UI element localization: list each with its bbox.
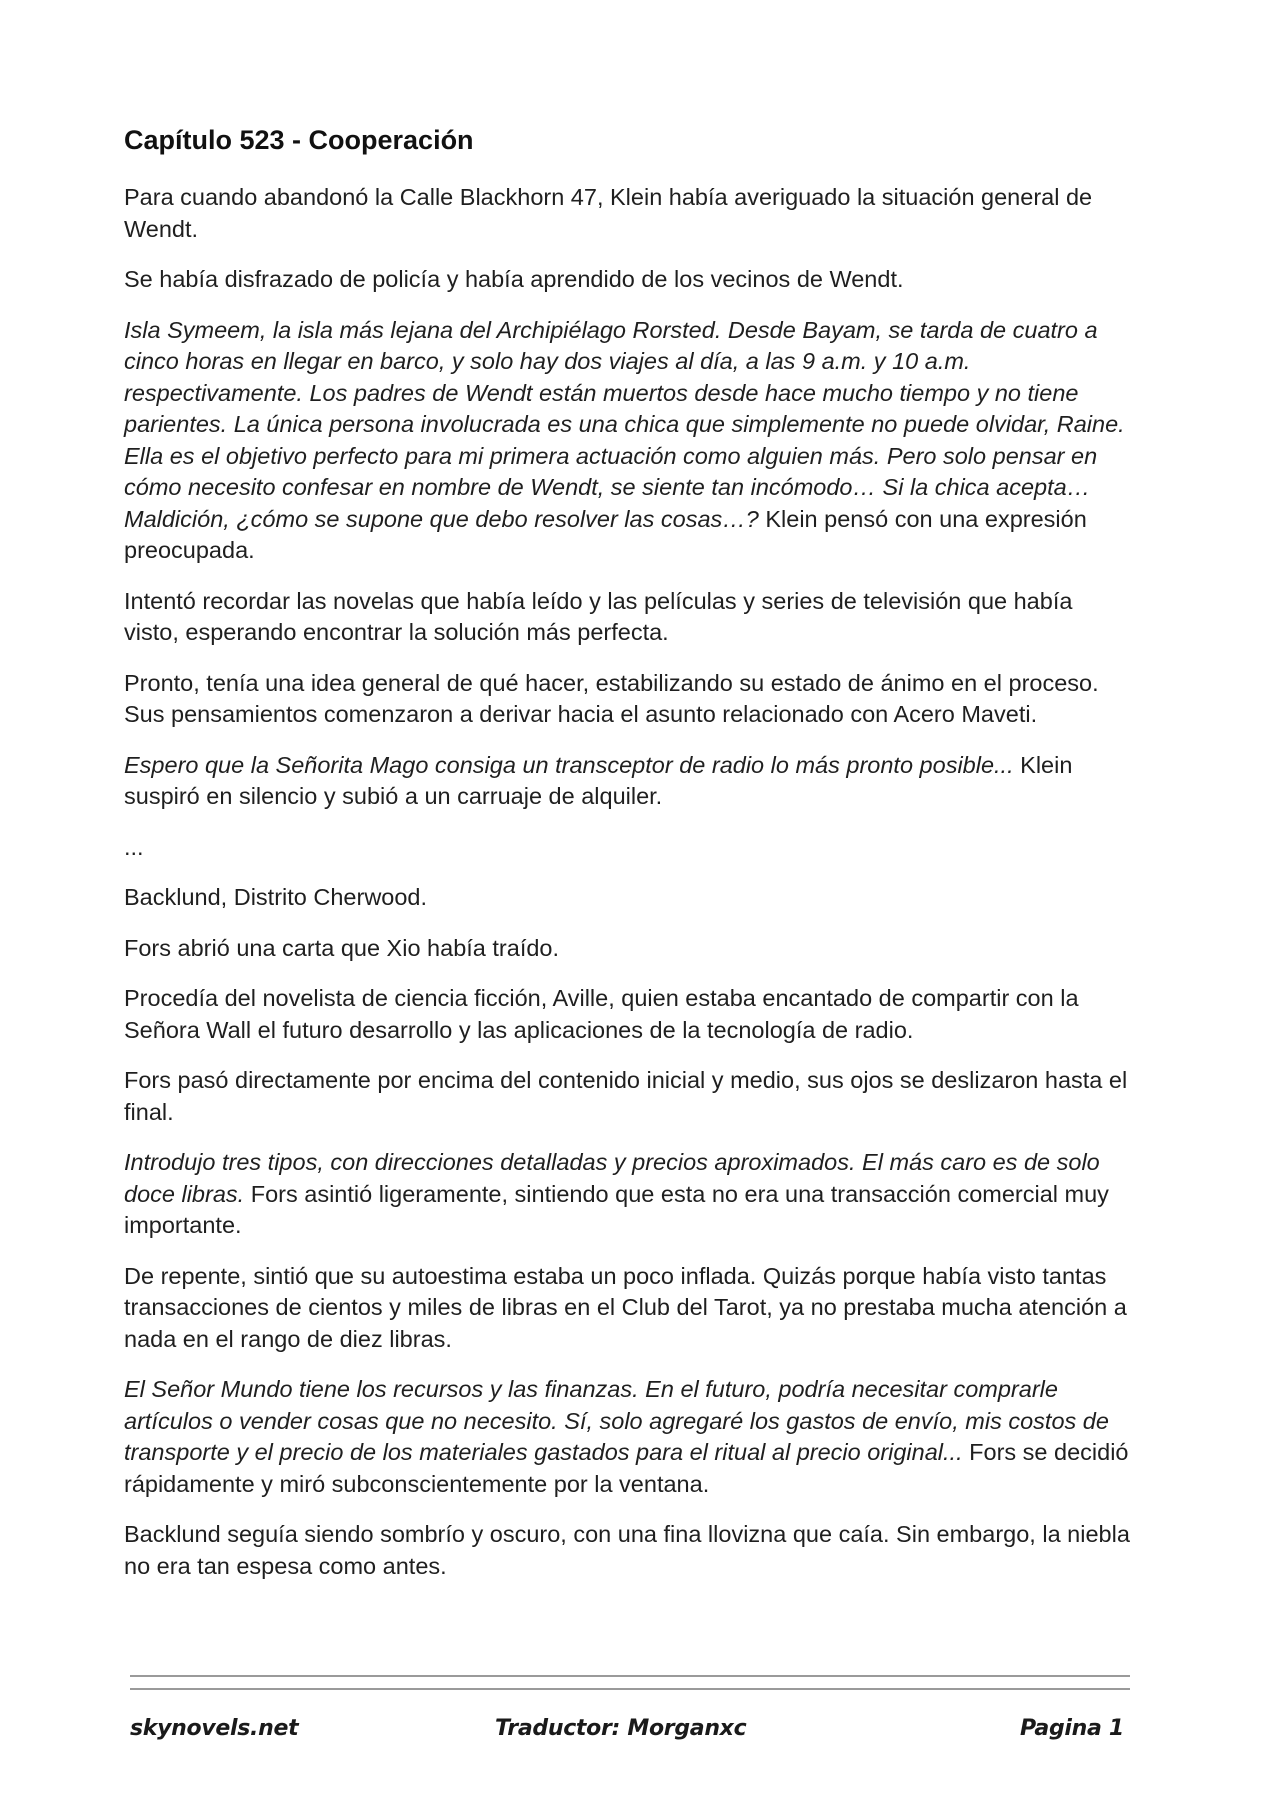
paragraph bbox=[124, 1519, 1130, 1582]
paragraph bbox=[124, 264, 1130, 296]
text-segment: Fors se decidió rápidamente y miró subconscientemente por la ventana. bbox=[124, 1439, 1129, 1497]
italic-text-segment: Introdujo tres tipos, con direcciones detalladas y precios aproximados. El más caro es de solo doce libras. bbox=[124, 1149, 1100, 1207]
document-page bbox=[124, 120, 1130, 1601]
chapter-title: Capítulo 523 - Cooperación bbox=[124, 125, 474, 155]
text-segment: Intentó recordar las novelas que había leído y las películas y series de televisión que había visto, esperando encontrar la solución más perfecta. bbox=[124, 587, 1073, 645]
paragraph bbox=[124, 668, 1130, 731]
paragraph bbox=[124, 882, 1130, 914]
footer-divider-top bbox=[130, 1675, 1130, 1677]
paragraph bbox=[124, 586, 1130, 649]
text-segment: Fors abrió una carta que Xio había traído. bbox=[124, 934, 560, 961]
text-segment: De repente, sintió que su autoestima estaba un poco inflada. Quizás porque había visto tantas transacciones de cientos y miles de libras en el Club del Tarot, ya no prestaba mucha atención a nada en el rango de diez libras. bbox=[124, 1262, 1127, 1352]
text-segment: Fors pasó directamente por encima del contenido inicial y medio, sus ojos se deslizaron hasta el final. bbox=[124, 1067, 1128, 1125]
paragraph bbox=[124, 983, 1130, 1046]
text-segment: Procedía del novelista de ciencia ficción, Aville, quien estaba encantado de compartir con la Señora Wall el futuro desarrollo y las aplicaciones de la tecnología de radio. bbox=[124, 985, 1079, 1043]
footer-page-number: Pagina 1 bbox=[1020, 1716, 1124, 1741]
paragraph bbox=[124, 315, 1130, 567]
text-segment: Backlund seguía siendo sombrío y oscuro, con una fina llovizna que caía. Sin embargo, la niebla no era tan espesa como antes. bbox=[124, 1521, 1130, 1579]
italic-text-segment: Isla Symeem, la isla más lejana del Archipiélago Rorsted. Desde Bayam, se tarda de cuatro a cinco horas en llegar en barco, y solo hay dos viajes al día, a las 9 a.m. y 10 a.m. respectivamente. Los padres de Wendt están muertos desde hace mucho tiempo y no tiene parientes. La única persona involucrada es una chica que simplemente no puede olvidar, Raine. Ella es el objetivo perfecto para mi primera actuación como alguien más. Pero solo pensar en cómo necesito confesar en nombre de Wendt, se siente tan incómodo… Si la chica acepta… Maldición, ¿cómo se supone que debo resolver las cosas…? bbox=[124, 316, 1125, 532]
footer-translator: Traductor: Morganxc bbox=[495, 1716, 747, 1741]
paragraph bbox=[124, 1261, 1130, 1356]
text-segment: Se había disfrazado de policía y había aprendido de los vecinos de Wendt. bbox=[124, 266, 904, 292]
text-segment: Backlund, Distrito Cherwood. bbox=[124, 884, 428, 910]
footer-site-name: skynovels.net bbox=[130, 1716, 299, 1741]
paragraph bbox=[124, 750, 1130, 813]
text-segment: Para cuando abandonó la Calle Blackhorn 47, Klein había averiguado la situación general de Wendt. bbox=[124, 184, 1093, 242]
text-segment: Pronto, tenía una idea general de qué hacer, estabilizando su estado de ánimo en el proceso. Sus pensamientos comenzaron a derivar hacia el asunto relacionado con Acero Maveti. bbox=[124, 669, 1099, 727]
paragraph bbox=[124, 933, 1130, 965]
paragraph bbox=[124, 832, 1130, 864]
footer-divider-bottom bbox=[130, 1688, 1130, 1690]
italic-text-segment: El Señor Mundo tiene los recursos y las finanzas. En el futuro, podría necesitar comprarle artículos o vender cosas que no necesito. Sí, solo agregaré los gastos de envío, mis costos de transporte y el precio de los materiales gastados para el ritual al precio original... bbox=[124, 1376, 1109, 1465]
italic-text-segment: Espero que la Señorita Mago consiga un transceptor de radio lo más pronto posible... bbox=[124, 751, 1014, 778]
text-segment: Fors asintió ligeramente, sintiendo que esta no era una transacción comercial muy importante. bbox=[124, 1180, 1109, 1238]
text-segment: ... bbox=[124, 833, 144, 860]
paragraph bbox=[124, 1147, 1130, 1242]
text-segment: Klein pensó con una expresión preocupada. bbox=[124, 505, 1087, 563]
chapter-body bbox=[124, 182, 1130, 1582]
paragraph bbox=[124, 1065, 1130, 1128]
text-segment: Klein suspiró en silencio y subió a un carruaje de alquiler. bbox=[124, 751, 1073, 809]
paragraph bbox=[124, 182, 1130, 245]
paragraph bbox=[124, 1374, 1130, 1500]
